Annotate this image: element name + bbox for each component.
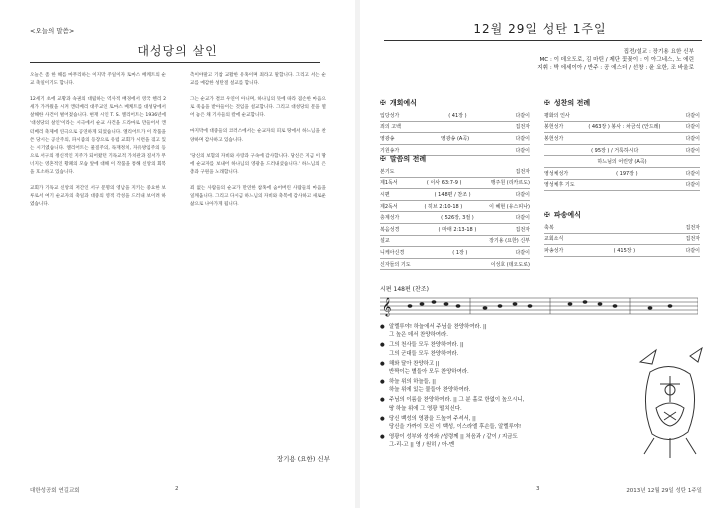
litany-response: 그-리-고 || 영 / 원히 / 아-멘	[389, 442, 455, 449]
order-row: 영광송 영광송 (A곡) 다같이	[380, 133, 530, 145]
nativity-illustration	[630, 342, 710, 462]
page-number: 3	[536, 486, 540, 492]
sermon-signature: 장기용 (요한) 신부	[276, 455, 330, 463]
litany-verse: ● 알렐루야! 하늘에서 주님을 찬양하여라. ||	[380, 324, 487, 330]
order-row: 봉헌성가 다같이	[544, 133, 700, 145]
order-row: 신자들의 기도 이성호 (데오도로)	[380, 259, 530, 271]
order-row: 입당성가 ( 41장 ) 다같이	[380, 110, 530, 122]
order-row: 니케아신경 ( 1장 ) 다같이	[380, 247, 530, 259]
order-row: 영성체후 기도 다같이	[544, 180, 700, 192]
order-row: 교회소식 집전자	[544, 234, 700, 246]
svg-text:𝄞: 𝄞	[382, 297, 392, 316]
section-gathering: ✠ 개회예식	[380, 99, 417, 107]
sermon-column-2	[190, 72, 326, 217]
paragraph: 오늘은 좀 한 해를 마무리하는 이지막 주일이자 토마스 베케트의 순교 축일이기도 합니다.	[30, 73, 166, 87]
paragraph: 측이야말고 기참 교활한 유혹이며 죄라고 말합니다. 그리고 서는 순교를 예감한 성탄절 설교를 합니다.	[190, 73, 326, 87]
cross-icon: ✠	[380, 155, 386, 163]
cross-icon: ✠	[544, 99, 550, 107]
paragraph: 죄 없는 사람들의 순교가 만연한 참혹에 숨어버린 사람들의 마음을 일깨웁니다. 그리고 다시금 하느님의 자비와 축복에 감사하고 새로운 삶으로 나아가게 됩니다.	[190, 185, 326, 208]
order-word	[380, 166, 530, 270]
litany-verse: ● 그의 천사들 모두 찬양하여라. ||	[380, 342, 464, 349]
order-row: ( 95장 ) / 거룩하시다 다같이	[544, 145, 700, 157]
staff-line: 지휘 : 박 에세이아 / 반주 : 공 에스더 / 선창 : 윤 요한, 조 바울로	[537, 65, 694, 71]
page-number: 2	[175, 486, 179, 492]
footer-church: 대한성공회 연길교회	[30, 488, 80, 494]
footer-date: 2013년 12월 29일 성탄 1주일	[626, 488, 702, 494]
paragraph: 그는 순교가 결코 우연이 아니며, 하나님의 뜻에 따라 겸손한 마음으로 죽음을 받아들이는 것임을 설교합니다. 그리고 대성당의 문을 열어 놓은 채 기사들의 칼에 순교합니다.	[190, 97, 326, 119]
paragraph: 12세기 초에 교황과 속권의 대립하는 역사적 배경에서 영국 헨리 2세가 가까웠을 시켜 캔터베리 대주교인 토마스 베케트를 대성당에서 살해한 사건이 벌어졌습니다. 현재 시인 T. S. 엘리어트는 1936년에 '대성당의 살인'이라는 시극에서 순교 사건을 드라마로 만들어서 캔터베리 축제에 연극으로 공연하게 되었습니다. 엘리어트가 이 작품을 쓴 당시는 공산주의, 파시즘의 등장으로 유럽 교회가 시련을 겪고 있는 시기였습니다. 엘리어트는 물질주의, 독재정치, 자유방임주의 등으로 서구의 정신적인 지주가 되어왔던 기독교적 가치관과 질서가 무너지는 영혼적인 황폐의 모습 앞에 대해 이 작품을 통해 신앙의 회복을 호소하고 있습니다.	[30, 97, 166, 176]
order-row: 죄의 고백 집전자	[380, 122, 530, 134]
litany-verse: ● 주님의 이름을 찬양하여라. || 그 분 홀로 한없이 높으시니,	[380, 397, 525, 404]
order-row: 기원송가 다같이	[380, 145, 530, 157]
title-divider	[30, 62, 320, 63]
order-eucharist	[544, 110, 700, 191]
order-row: 축복 집전자	[544, 222, 700, 234]
order-row: 봉헌성가 ( 463장 ) 봉사 : 차금석 (안드레) 다같이	[544, 122, 700, 134]
order-row: 시편 ( 148편 / 찬조 ) 다같이	[380, 189, 530, 201]
service-title: 12월 29일 성탄 1주일	[473, 22, 607, 36]
section-eucharist: ✠ 성찬의 전례	[544, 99, 591, 107]
order-row: 파송성가 ( 415장 ) 다같이	[544, 245, 700, 257]
cross-icon: ✠	[544, 211, 550, 219]
section-dismissal: ✠ 파송예식	[544, 211, 581, 219]
section-word: ✠ 말씀의 전례	[380, 155, 427, 163]
music-score	[380, 292, 698, 322]
litany-response: 반짝이는 별들아 모두 찬양하여라.	[389, 369, 469, 376]
section-label: <오늘의 말씀>	[30, 27, 75, 35]
order-row: 본기도 집전자	[380, 166, 530, 178]
litany-response: 그 높은 데서 찬양하여라.	[389, 332, 448, 339]
order-row: 하느님의 어린양 (A곡)	[544, 156, 700, 168]
litany-verse: ● 하늘 위의 하늘들, ||	[380, 378, 436, 385]
paragraph: '당신의 보혈의 자비와 사랑과 구속에 감사합니다. 당신은 지금 이 땅에 순교자를 보내어 하나님의 영광을 드러내셨습니다.' 하느님의 은총과 구원을 노래합니다.	[190, 153, 326, 175]
order-row: 제1독서 ( 이사 63:7-9 ) 맹주원 (리카르도)	[380, 178, 530, 190]
litany-verse: ● 당신 백성의 영광을 드높여 주셔서, ||	[380, 415, 476, 422]
order-dismissal	[544, 222, 700, 257]
psalm-litany	[380, 324, 670, 452]
litany-response: 하늘 위에 있는 물들아 찬양하여라.	[389, 387, 471, 394]
litany-response: 그의 군대들 모두 찬양하여라.	[389, 350, 459, 357]
order-gathering	[380, 110, 530, 156]
litany-response: 땅 하늘 위에 그 영광 떨치신다.	[389, 405, 462, 412]
staff-line: MC : 이 데오도로, 김 마틴 / 제단 꽃꽂이 : 이 아그네스, 노 에린	[539, 57, 694, 63]
litany-verse: ● 해와 달아 찬양하고 ||	[380, 360, 440, 367]
order-row: 영성체성가 ( 197장 ) 다같이	[544, 168, 700, 180]
cross-icon: ✠	[380, 99, 386, 107]
order-row: 복음성경 ( 마태 2:13-18 ) 집전자	[380, 224, 530, 236]
order-row: 평화의 인사 다같이	[544, 110, 700, 122]
staff-line: 집전/설교 : 장기용 요한 신부	[623, 49, 694, 55]
order-row: 설교 장기용 (요한) 신부	[380, 236, 530, 248]
litany-response: 당신을 가까이 모신 이 백성, 이스라엘 후손들, 알렐루야!	[389, 423, 522, 430]
paragraph: 마지막에 대중들의 코러스에서는 순교자의 피로 땅에서 하느님을 찬양하며 감사하고 있습니다.	[190, 129, 326, 143]
psalm-label: 시편 148편 (찬조)	[380, 286, 429, 293]
order-row: 제2독서 ( 히브 2:10-18 ) 이 혜현 (유스띠나)	[380, 201, 530, 213]
sermon-title: 대성당의 살인	[137, 44, 218, 58]
litany-verse: ● 영광이 성부와 성자와 /성령께 || 처음과 / 같이 / 지금도	[380, 433, 518, 440]
left-page	[0, 0, 355, 508]
order-row: 층계성가 ( 526장, 3절 ) 다같이	[380, 212, 530, 224]
paragraph: 교회가 기독교 신앙의 저간인 서구 문명의 영남을 지키는 중요한 보루로서 여기 순교자의 축일과 대중의 영적 각성을 드러내 보이려 하였습니다.	[30, 186, 166, 208]
title-divider	[384, 40, 702, 41]
sermon-column-1	[30, 72, 166, 217]
right-page	[360, 0, 720, 508]
